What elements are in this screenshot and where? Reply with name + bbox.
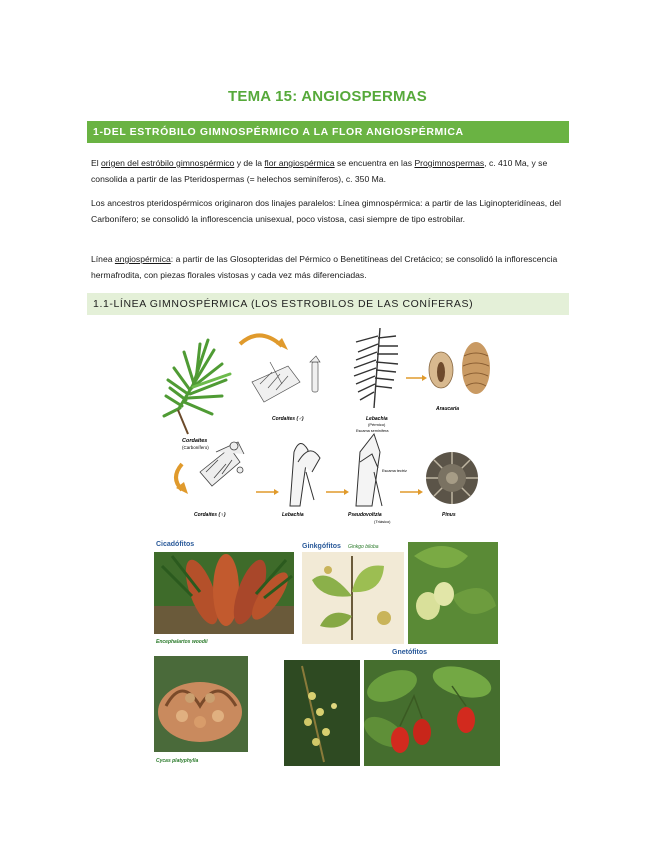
figure-svg [160,322,495,530]
arrow-head-icon [276,338,288,350]
photo-ginkgo-seeds [408,542,498,644]
label-carbonifero: (Carbonífero) [182,445,209,450]
paragraph-ancestors: Los ancestros pteridospérmicos originaron dos linajes paralelos: Línea gimnospérmica: a partir de las Liginopteridíneas, del Carbonífero; se consolidó la inflorescencia unisexual, poco vistosa, casi siempre de tipo estrobilar. [91,198,562,224]
cordaites-branch-illustration [164,340,230,416]
curved-arrow-icon [240,335,282,346]
label-pinus: Pinus [442,512,456,518]
text-segment: se encuentra en las [334,158,415,168]
caption-ginkgo-biloba: Ginkgo biloba [348,544,379,550]
caption-cycas: Cycas platyphylla [156,758,199,764]
label-permico: (Pérmico) [368,422,386,427]
text-segment: Línea [91,254,115,264]
text-segment: y de la [234,158,265,168]
photo-gnetum-fruits [359,660,500,766]
text-segment: , c. 410 Ma, y se consolida a partir de las Pteridospermas (= helechos seminíferos), c. 350 Ma. [91,158,548,184]
section-heading-1: 1-DEL ESTRÓBILO GIMNOSPÉRMICO A LA FLOR ANGIOSPÉRMICA [87,121,569,143]
text-segment: El [91,158,102,168]
seed-core [437,362,445,382]
page-title: TEMA 15: ANGIOSPERMAS [228,88,427,105]
underlined-term: Progimnospermas [414,158,485,168]
paragraph-origin [91,155,565,187]
caption-gnetofitos: Gnetófitos [392,649,427,656]
section-heading-1-1: 1.1-LÍNEA GIMNOSPÉRMICA (LOS ESTROBILOS DE LAS CONÍFERAS) [87,293,569,315]
caption-ginkgofitos: Ginkgófitos [302,543,341,550]
araucaria-cone-illustration [462,342,490,394]
label-escama-seminifera: Escama seminífera [356,429,389,433]
lebachia-shoot-sketch [354,328,398,408]
label-lebachia-2: Lebachia [282,512,304,518]
photo-gnetum-strobili [284,660,360,766]
branch-stem [178,410,188,434]
photo-grid-svg [152,536,504,770]
arrow-head-icon [422,375,427,381]
gymnosperm-photo-grid [152,536,504,770]
photo-cycas [154,656,248,752]
caption-cicadofitos: Cicadófitos [156,541,195,548]
label-cordaites-female: Cordaites (♀) [194,512,226,518]
label-araucaria: Araucaria [436,406,460,412]
arrow-head-icon [418,489,423,495]
photo-ginkgo-illustration [302,552,404,644]
underlined-term: origen del estróbilo gimnospérmico [101,158,235,168]
pinus-cone-illustration [426,452,478,504]
photo-encephalartos [154,552,294,634]
label-pseudovoltzia: Pseudovoltzia [348,512,382,518]
underlined-term: angiospérmica [114,254,171,264]
strobilus-evolution-figure [160,322,495,530]
caption-encephalartos: Encephalartos woodii [156,639,208,645]
label-lebachia: Lebachia [366,416,388,422]
paragraph-angiosperm-line [91,251,565,283]
arrow-head-icon [274,489,279,495]
lebachia-scale-sketch [290,443,320,506]
pseudovoltzia-scale-sketch [356,434,382,506]
text-segment: : a partir de las Glosopteridas del Pérmico o Benetitíneas del Cretácico; se consolidó la inflorescencia hermafrodita, con piezas florales vistosas y cada vez más diferenciadas. [91,254,558,280]
male-strobilus-sketch [252,356,320,402]
arrow-head-icon [344,489,349,495]
label-cordaites-male: Cordaites (♂) [272,416,304,422]
label-escama-tectriz: Escama tectriz [382,469,407,473]
label-cordaites: Cordaites [182,438,208,444]
underlined-term: flor angiospérmica [264,158,335,168]
label-triasico: (Triásico) [374,519,391,524]
